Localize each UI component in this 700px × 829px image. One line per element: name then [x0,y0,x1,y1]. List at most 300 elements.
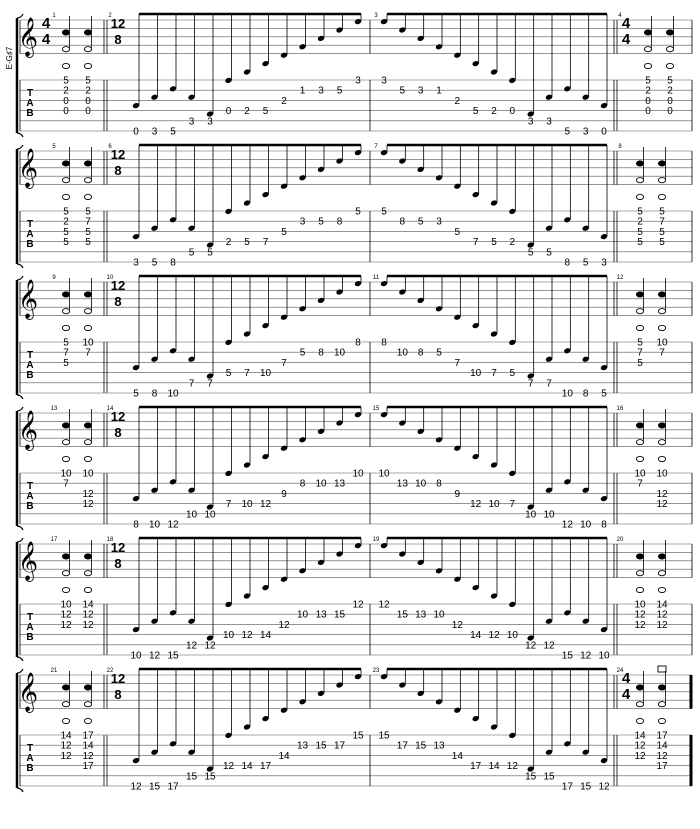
chord-notehead [636,702,643,707]
tab-fret-number: 17 [396,740,408,752]
measure-number: 10 [106,275,114,281]
tab-fret-number: 14 [451,750,463,762]
tab-fret-number: 0 [85,95,91,107]
tab-clef-letter: B [26,370,34,381]
tab-fret-number: 10 [656,468,668,480]
tab-fret-number: 2 [667,85,673,97]
chord-notehead [62,63,69,68]
tab-fret-number: 3 [527,116,534,128]
tab-fret-number: 3 [546,116,552,128]
tab-fret-number: 8 [299,478,306,490]
chord-notehead [84,161,91,166]
tab-fret-number: 7 [63,478,69,490]
tab-fret-number: 7 [281,357,287,369]
tab-fret-number: 0 [667,95,673,107]
tab-fret-number: 12 [634,619,646,631]
bracket-hook-bottom [17,133,23,137]
chord-notehead [636,571,643,576]
tab-fret-number: 10 [241,499,253,511]
tab-fret-number: 17 [561,781,573,793]
bracket-hook-bottom [17,264,23,268]
time-signature-numerator: 4 [621,670,631,687]
system-5 [17,537,692,662]
bracket-hook-bottom [17,395,23,399]
tab-fret-number: 15 [315,740,327,752]
tab-fret-number: 17 [470,761,482,773]
chord-notehead [84,178,91,183]
time-signature-denominator: 4 [41,31,51,48]
tab-fret-number: 3 [207,116,213,128]
chord-notehead [62,685,69,690]
chord-notehead [636,456,643,461]
tab-fret-number: 10 [378,468,390,480]
tab-fret-number: 3 [299,216,306,228]
measure-number: 17 [50,537,58,543]
chord-notehead [636,685,643,690]
tab-fret-number: 9 [454,488,461,500]
time-signature-denominator: 8 [114,556,122,571]
tab-fret-number: 10 [296,609,309,621]
tab-fret-number: 7 [454,357,461,369]
time-signature-denominator: 8 [114,163,122,178]
tab-fret-number: 9 [281,488,287,500]
time-signature-numerator: 4 [621,15,631,32]
tab-fret-number: 10 [415,478,427,490]
time-signature-denominator: 4 [621,686,631,703]
measure-number: 20 [616,537,624,543]
tab-fret-number: 12 [656,750,668,762]
chord-notehead [62,47,69,52]
tab-fret-number: 12 [82,488,94,500]
tab-fret-number: 10 [204,509,216,521]
tab-fret-number: 12 [525,640,537,652]
chord-notehead [84,423,91,428]
tab-fret-number: 10 [433,609,445,621]
chord-notehead [658,440,665,445]
tab-fret-number: 10 [222,630,235,642]
tab-fret-number: 10 [656,337,668,349]
tab-fret-number: 5 [244,237,250,249]
tab-fret-number: 8 [336,216,343,228]
tab-fret-number: 3 [133,257,139,269]
tab-fret-number: 0 [645,95,651,107]
chord-notehead [666,30,673,35]
measure-number: 13 [50,406,58,412]
tab-fret-number: 7 [225,499,232,511]
time-signature-numerator: 12 [110,147,126,162]
chord-notehead [658,309,665,314]
tab-fret-number: 0 [645,106,651,118]
chord-notehead [62,718,69,723]
tab-fret-number: 12 [259,499,272,511]
chord-notehead [658,554,665,559]
tab-fret-number: 5 [63,337,69,349]
time-signature-denominator: 8 [114,294,122,309]
tab-fret-number: 5 [659,206,665,218]
chord-notehead [636,178,643,183]
chord-notehead [644,63,651,68]
tab-fret-number: 7 [85,216,91,228]
tab-fret-number: 8 [399,216,406,228]
tab-fret-number: 10 [185,509,198,521]
tab-fret-number: 13 [415,609,427,621]
tab-fret-number: 14 [241,761,253,773]
tab-fret-number: 14 [656,740,668,752]
time-signature-denominator: 8 [114,32,122,47]
tab-fret-number: 14 [470,630,482,642]
tab-fret-number: 12 [598,781,610,793]
tab-fret-number: 5 [63,357,69,369]
chord-notehead [658,587,665,592]
tab-fret-number: 15 [561,650,573,662]
chord-label: E-G♯7 [5,46,14,70]
chord-notehead [658,194,665,199]
tab-fret-number: 10 [82,337,94,349]
chord-notehead [636,440,643,445]
tab-fret-number: 5 [564,126,571,138]
tab-fret-number: 5 [170,126,176,138]
tab-fret-number: 0 [667,106,673,118]
tab-fret-number: 5 [436,347,442,359]
tab-fret-number: 12 [506,761,518,773]
tab-fret-number: 12 [148,650,161,662]
tab-fret-number: 3 [417,85,424,97]
tab-clef-letter: A [26,491,34,502]
tab-fret-number: 14 [82,740,94,752]
tab-fret-number: 2 [509,237,516,249]
tab-fret-number: 5 [637,337,643,349]
tab-fret-number: 5 [133,388,139,400]
tab-fret-number: 10 [60,468,72,480]
tab-clef-letter: B [26,763,34,774]
systems [17,13,692,793]
measure-number: 19 [372,537,380,543]
tab-clef-letter: T [26,88,34,99]
tab-fret-number: 15 [525,771,537,783]
tab-fret-number: 2 [637,216,643,228]
tab-fret-number: 12 [580,650,592,662]
tab-fret-number: 8 [151,388,158,400]
time-signature-denominator: 8 [114,687,122,702]
tab-fret-number: 3 [601,257,607,269]
tab-fret-number: 5 [645,75,651,87]
tab-fret-number: 5 [85,226,91,238]
chord-notehead [636,325,643,330]
treble-clef: 𝄞 [17,149,39,187]
time-signature-numerator: 12 [110,409,126,424]
tab-fret-number: 5 [63,206,69,218]
tab-fret-number: 10 [506,630,518,642]
chord-notehead [84,571,91,576]
tab-fret-number: 8 [417,347,424,359]
chord-notehead [62,440,69,445]
system-1 [17,13,692,138]
tab-fret-number: 7 [637,478,643,490]
tab-fret-number: 17 [82,761,94,773]
tab-fret-number: 8 [318,347,324,359]
tab-fret-number: 10 [259,368,272,380]
tab-fret-number: 5 [63,75,69,87]
chord-notehead [84,554,91,559]
tab-fret-number: 15 [185,771,198,783]
tab-fret-number: 14 [82,599,94,611]
measure-number: 5 [52,144,56,150]
chord-notehead [666,47,673,52]
chord-notehead [636,292,643,297]
measure-number: 22 [106,668,114,674]
tab-fret-number: 5 [527,247,534,259]
chord-notehead [84,587,91,592]
tab-fret-number: 15 [378,730,390,742]
tab-fret-number: 5 [381,206,387,218]
chord-notehead [658,718,665,723]
tab-fret-number: 12 [488,630,500,642]
tab-fret-number: 13 [315,609,327,621]
tab-fret-number: 5 [454,226,461,238]
tab-fret-number: 15 [415,740,427,752]
tab-fret-number: 17 [333,740,346,752]
tab-fret-number: 10 [352,468,364,480]
measure-number: 9 [52,275,56,281]
tab-fret-number: 5 [85,75,91,87]
tab-fret-number: 10 [315,478,327,490]
tab-fret-number: 3 [381,75,387,87]
tab-fret-number: 7 [188,378,195,390]
tab-fret-number: 2 [63,85,69,97]
tab-fret-number: 12 [222,761,235,773]
tab-fret-number: 17 [167,781,179,793]
chord-notehead [62,194,69,199]
chord-notehead [62,456,69,461]
tab-fret-number: 5 [318,216,324,228]
chord-notehead [62,178,69,183]
tab-fret-number: 12 [634,609,646,621]
treble-clef: 𝄞 [17,673,39,711]
tab-fret-number: 12 [543,640,555,652]
tab-fret-number: 12 [60,740,72,752]
tab-fret-number: 5 [207,247,213,259]
measure-number: 6 [108,144,112,150]
tab-fret-number: 15 [352,730,364,742]
tab-fret-number: 10 [598,650,610,662]
tab-fret-number: 5 [63,226,69,238]
treble-clef: 𝄞 [17,411,39,449]
tab-fret-number: 10 [167,388,179,400]
chord-notehead [636,309,643,314]
tab-fret-number: 2 [244,106,250,118]
chord-notehead [644,47,651,52]
tab-fret-number: 5 [601,388,607,400]
chord-notehead [644,30,651,35]
measure-number: 3 [374,13,378,19]
tab-fret-number: 17 [656,730,668,742]
tab-fret-number: 12 [204,640,216,652]
chord-notehead [62,423,69,428]
tab-clef-letter: A [26,360,34,371]
tab-fret-number: 12 [82,609,94,621]
tab-fret-number: 10 [488,499,500,511]
chord-notehead [658,685,665,690]
tab-fret-number: 5 [336,85,343,97]
tab-fret-number: 10 [130,650,142,662]
chord-notehead [62,30,69,35]
tab-fret-number: 3 [436,216,442,228]
measure-number: 4 [618,13,622,19]
tab-fret-number: 10 [561,388,573,400]
tab-fret-number: 13 [433,740,445,752]
measure-number: 12 [616,275,624,281]
tab-fret-number: 5 [355,206,361,218]
tab-fret-number: 12 [656,499,668,511]
tab-fret-number: 2 [454,95,461,107]
tab-clef-letter: T [26,481,34,492]
tab-fret-number: 15 [580,781,592,793]
tab-fret-number: 15 [333,609,346,621]
system-2 [17,144,692,269]
tab-clef-letter: A [26,753,34,764]
chord-notehead [658,292,665,297]
tab-fret-number: 12 [130,781,142,793]
bracket-hook-bottom [17,657,23,661]
chord-notehead [84,309,91,314]
tab-fret-number: 5 [225,368,232,380]
tab-fret-number: 7 [491,368,497,380]
tab-fret-number: 12 [241,630,253,642]
tab-fret-number: 10 [396,347,408,359]
measure-number: 23 [372,668,380,674]
tab-fret-number: 17 [656,761,668,773]
tab-fret-number: 2 [645,85,651,97]
measure-number: 7 [374,144,378,150]
chord-notehead [84,63,91,68]
tab-fret-number: 5 [85,206,91,218]
chord-notehead [666,63,673,68]
tab-fret-number: 5 [582,257,589,269]
tab-fret-number: 12 [561,519,573,531]
chord-notehead [658,161,665,166]
tab-fret-number: 7 [262,237,269,249]
tab-fret-number: 12 [278,619,290,631]
tab-fret-number: 5 [151,257,158,269]
tab-fret-number: 7 [637,347,643,359]
tab-fret-number: 3 [582,126,589,138]
measure-number: 11 [372,275,380,281]
chord-notehead [62,571,69,576]
tab-fret-number: 8 [133,519,139,531]
tab-fret-number: 8 [601,519,607,531]
tab-fret-number: 14 [656,599,668,611]
tab-fret-number: 5 [85,237,91,249]
chord-notehead [636,423,643,428]
tab-fret-number: 5 [509,368,516,380]
tab-fret-number: 5 [491,237,497,249]
chord-notehead [62,702,69,707]
tab-fret-number: 10 [333,347,346,359]
tab-fret-number: 1 [299,85,306,97]
tab-fret-number: 12 [167,519,179,531]
measure-number: 24 [616,668,624,674]
tab-fret-number: 12 [60,619,72,631]
time-signature-numerator: 12 [110,540,126,555]
time-signature-numerator: 12 [110,671,126,686]
measure-number: 15 [372,406,380,412]
chord-notehead [636,554,643,559]
tab-fret-number: 0 [85,106,91,118]
tab-fret-number: 8 [582,388,589,400]
tab-fret-number: 0 [601,126,607,138]
measure-number: 21 [50,668,58,674]
tab-fret-number: 12 [634,750,646,762]
tab-fret-number: 5 [637,357,643,369]
tab-fret-number: 14 [60,730,72,742]
tab-fret-number: 3 [318,85,324,97]
tab-fret-number: 12 [60,750,72,762]
tab-fret-number: 10 [148,519,161,531]
tab-fret-number: 5 [299,347,306,359]
chord-notehead [84,292,91,297]
tab-fret-number: 10 [580,519,592,531]
tab-fret-number: 17 [82,730,94,742]
tab-fret-number: 12 [470,499,482,511]
tab-fret-number: 5 [637,237,643,249]
chord-notehead [62,325,69,330]
system-4 [17,406,692,531]
tab-fret-number: 5 [546,247,552,259]
bracket-hook-bottom [17,526,23,530]
tab-fret-number: 10 [543,509,555,521]
chord-notehead [658,325,665,330]
tab-fret-number: 8 [436,478,442,490]
tab-clef-letter: B [26,632,34,643]
tab-fret-number: 13 [396,478,408,490]
tab-fret-number: 0 [225,106,232,118]
tab-fret-number: 12 [656,619,668,631]
tab-fret-number: 14 [278,750,290,762]
tab-fret-number: 5 [667,75,673,87]
tab-fret-number: 13 [333,478,346,490]
tab-fret-number: 2 [225,237,232,249]
chord-notehead [658,423,665,428]
tab-fret-number: 5 [659,226,665,238]
tab-fret-number: 12 [634,740,646,752]
measure-number: 1 [52,13,56,19]
tab-fret-number: 0 [509,106,516,118]
tab-fret-number: 5 [417,216,424,228]
treble-clef: 𝄞 [17,542,39,580]
measure-number: 16 [616,406,624,412]
chord-notehead [62,292,69,297]
tab-fret-number: 15 [148,781,161,793]
tab-fret-number: 10 [60,599,72,611]
tab-clef-letter: B [26,239,34,250]
treble-clef: 𝄞 [17,280,39,318]
tab-fret-number: 0 [63,95,69,107]
tab-fret-number: 8 [564,257,571,269]
system-3 [17,275,692,400]
tab-fret-number: 10 [525,509,537,521]
chord-notehead [636,587,643,592]
chord-notehead [62,587,69,592]
system-6 [17,666,692,793]
tab-fret-number: 5 [472,106,479,118]
tab-fret-number: 7 [659,216,665,228]
tab-fret-number: 8 [355,337,361,349]
tab-fret-number: 7 [63,347,69,359]
tab-fret-number: 12 [60,609,72,621]
time-signature-numerator: 12 [110,16,126,31]
tab-clef-letter: T [26,612,34,623]
tab-fret-number: 7 [85,347,91,359]
